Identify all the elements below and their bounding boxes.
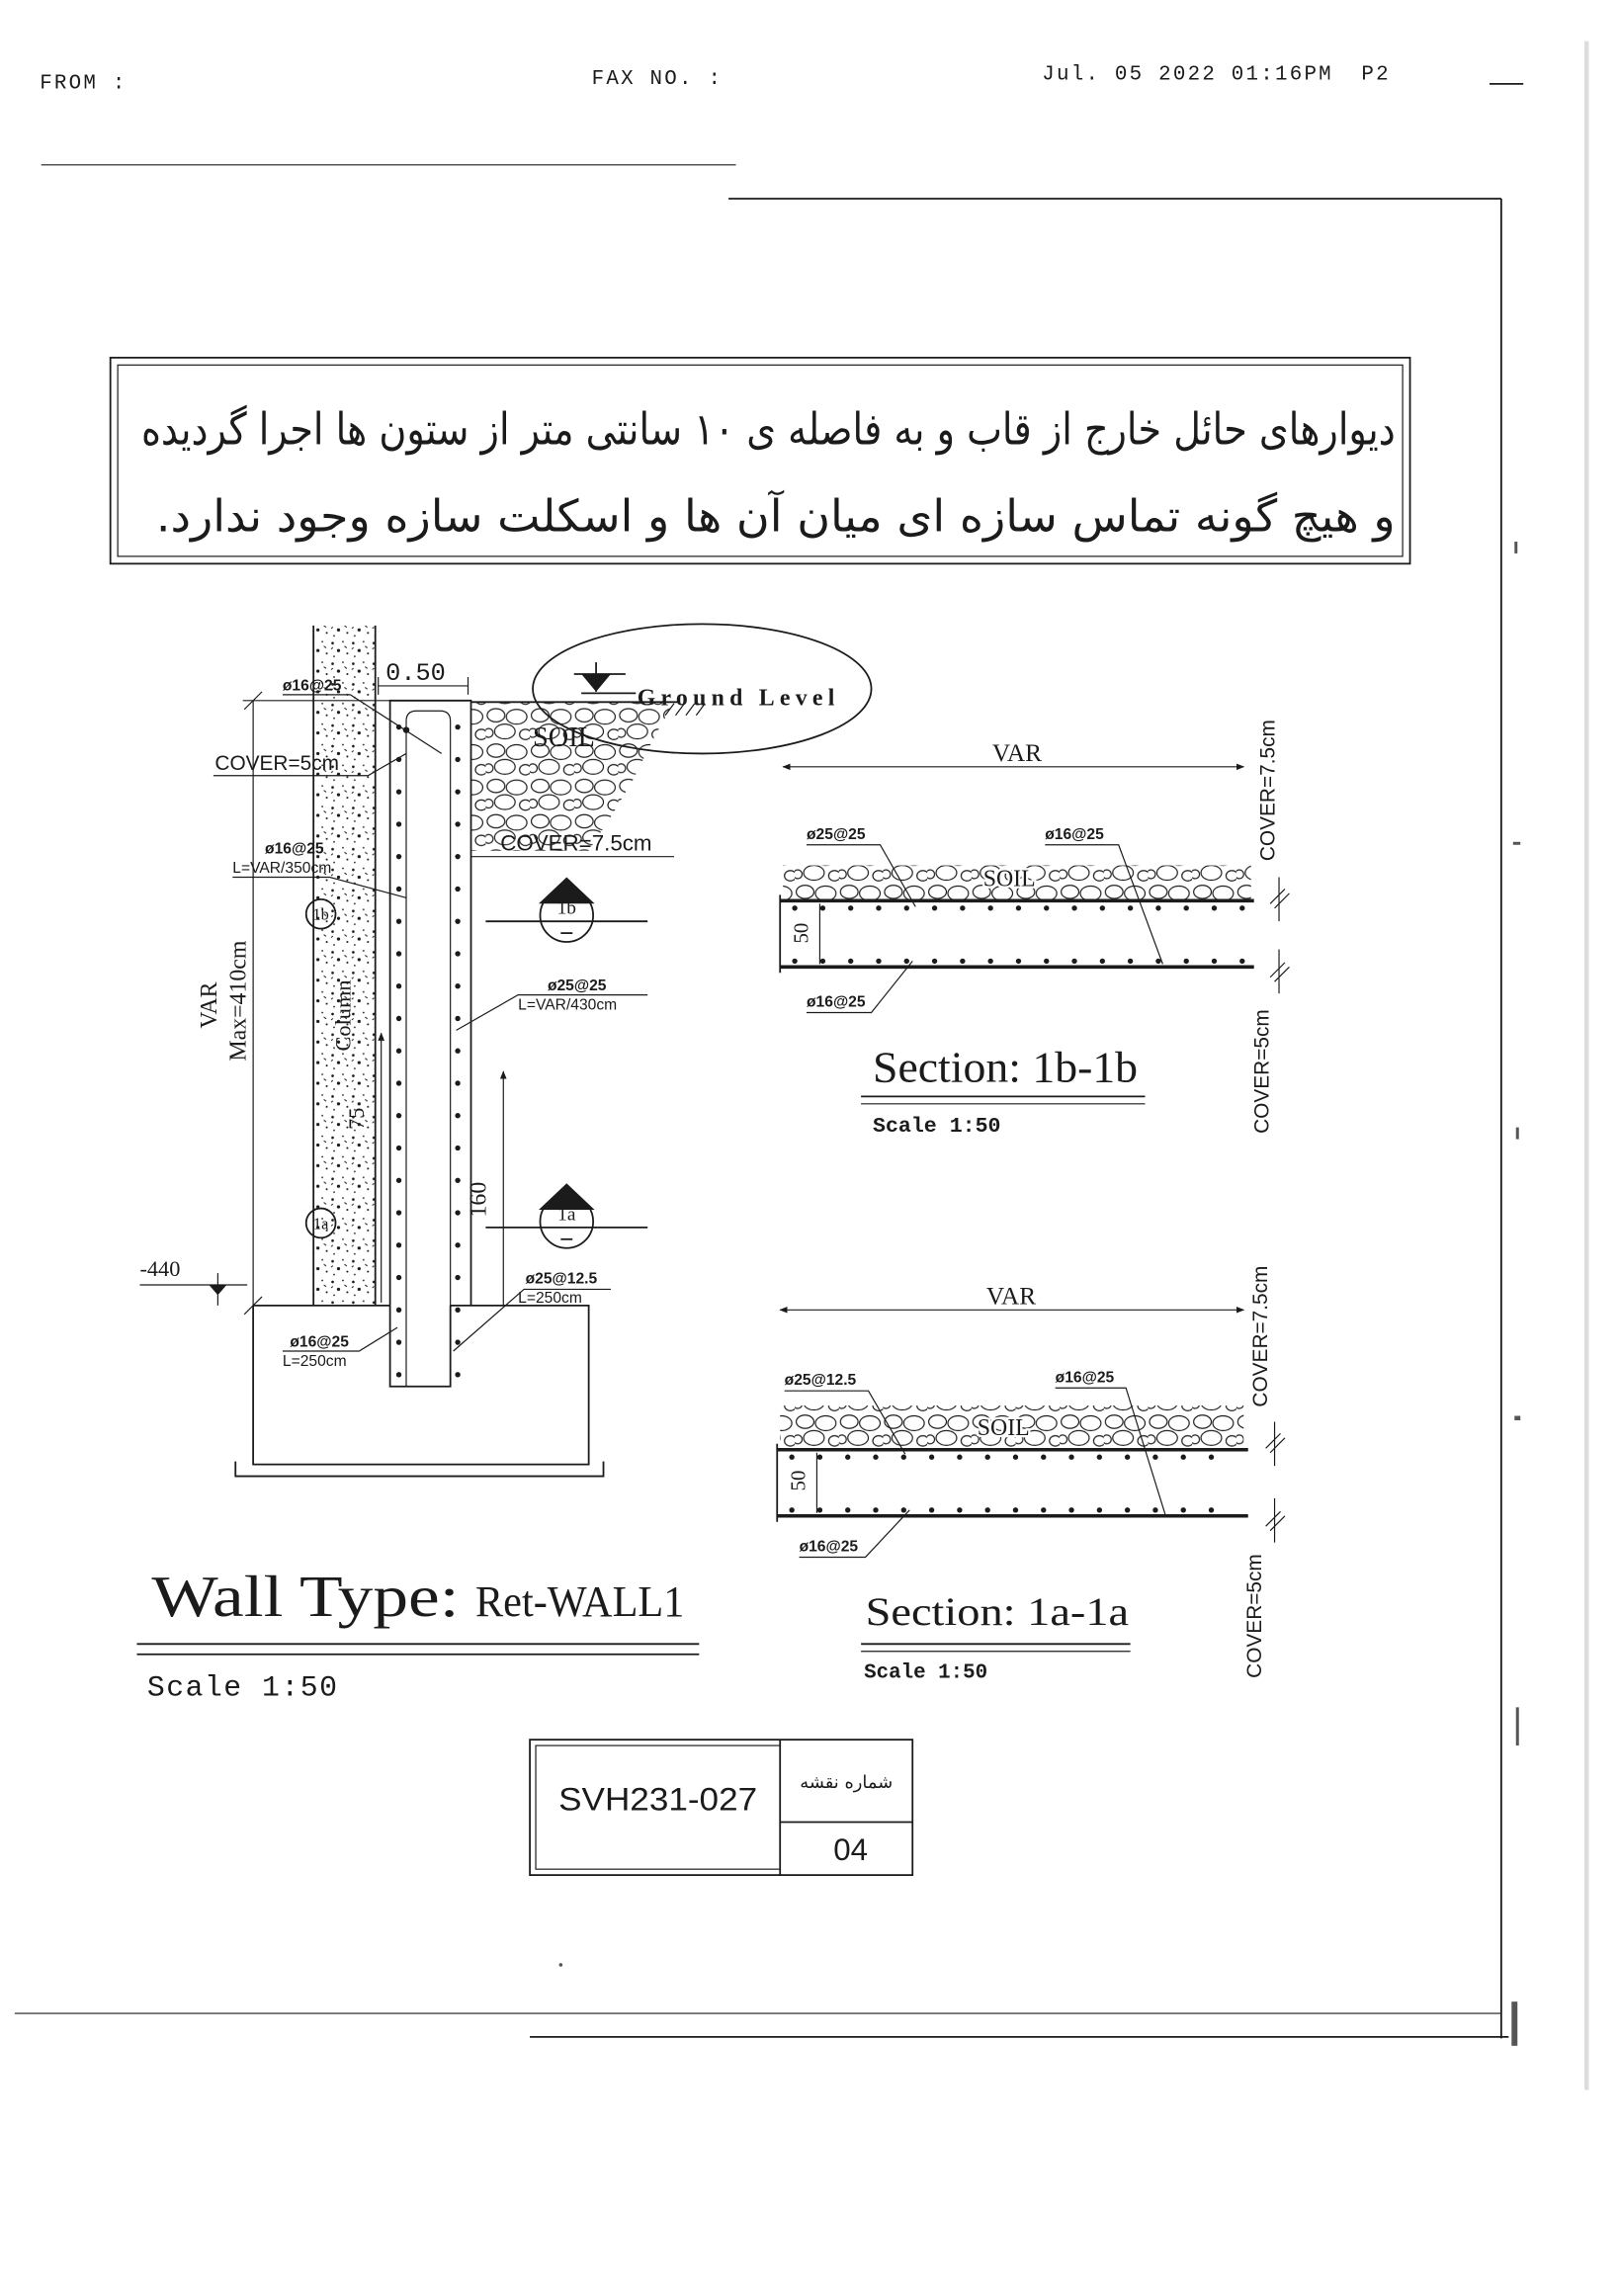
rebar-dot — [455, 1016, 460, 1021]
rebar-outer-dowel-spec: ø25@12.5 — [525, 1270, 598, 1288]
rebar-dot — [904, 905, 909, 910]
rebar-dot — [1068, 1455, 1073, 1460]
ground-level-label: Ground Level — [637, 685, 835, 712]
rebar-dot — [904, 959, 909, 964]
note-line-1: دیوارهای حائل خارج از قاب و به فاصله ی ۱۰ سانتی متر از ستون ها اجرا گردیده — [140, 403, 1509, 456]
rebar-dot — [873, 1455, 878, 1460]
rebar-dot — [987, 905, 992, 910]
scan-speck — [1516, 1707, 1519, 1745]
sheet-number: 04 — [833, 1832, 869, 1868]
rebar-dot — [1212, 959, 1217, 964]
rebar-dot — [1209, 1455, 1214, 1460]
fax-datetime: Jul. 05 2022 01:16PM — [1042, 63, 1333, 87]
thickness-label: 50 — [786, 1470, 810, 1491]
rebar-dot — [1125, 1507, 1130, 1512]
bottom-level: -440 — [139, 1256, 181, 1282]
thickness-label: 50 — [789, 922, 813, 944]
rebar-dot — [455, 1339, 460, 1344]
rebar-dot — [1184, 959, 1189, 964]
title-name: Ret-WALL1 — [474, 1576, 685, 1627]
rebar-dot — [1013, 1507, 1018, 1512]
scan-speck — [1513, 842, 1520, 845]
scan-speck — [1514, 1416, 1520, 1420]
rebar-dot — [1125, 1455, 1130, 1460]
rebar-dot — [1209, 1507, 1214, 1512]
rebar-dot — [1041, 1507, 1046, 1512]
soil-label: SOIL — [982, 866, 1036, 893]
rebar-dot — [455, 1210, 460, 1215]
rebar-dot — [455, 789, 460, 794]
title-scale: Scale 1:50 — [146, 1670, 339, 1705]
rebar-dot — [1100, 905, 1105, 910]
column-label: Column — [330, 979, 356, 1052]
rebar-top-left-spec: ø25@25 — [807, 825, 866, 843]
rebar-inner-vertical-length: L=VAR/350cm — [232, 860, 332, 878]
rebar-dot — [929, 1507, 934, 1512]
rebar-dot — [932, 959, 937, 964]
rebar-dot — [789, 1507, 794, 1512]
height-max: Max=410cm — [225, 940, 252, 1062]
rebar-dot — [1071, 905, 1076, 910]
rebar-dot — [873, 1507, 878, 1512]
rebar-dot — [1041, 1455, 1046, 1460]
rebar-dot — [396, 1049, 401, 1054]
scan-speck — [1511, 2001, 1517, 2046]
rebar-dot — [792, 959, 797, 964]
cover-top: COVER=7.5cm — [1249, 1265, 1273, 1407]
rebar-dot — [455, 854, 460, 859]
rebar-dot — [1155, 905, 1160, 910]
height-label: VAR — [196, 981, 222, 1029]
rebar-dot — [1128, 959, 1133, 964]
rebar-dot — [455, 1049, 460, 1054]
rebar-dot — [396, 918, 401, 923]
fax-number-label: FAX NO. : — [591, 67, 724, 91]
rebar-dot — [455, 757, 460, 762]
rebar-dot — [792, 905, 797, 910]
rebar-dot — [1044, 959, 1049, 964]
rebar-dot — [848, 905, 853, 910]
rebar-dot — [1100, 959, 1105, 964]
rebar-dot — [1184, 905, 1189, 910]
rebar-dot — [1239, 959, 1244, 964]
rebar-bottom-spec: ø16@25 — [807, 993, 866, 1011]
rebar-dot — [396, 1372, 401, 1377]
rebar-dot — [396, 1339, 401, 1344]
column-ref-1b: 1b — [312, 904, 329, 924]
scan-speck — [1516, 1128, 1519, 1140]
rebar-top-dot — [403, 726, 410, 733]
rebar-dot — [820, 959, 825, 964]
rebar-dot — [1212, 905, 1217, 910]
rebar-bottom-spec: ø16@25 — [799, 1538, 859, 1556]
rebar-dot — [960, 959, 965, 964]
rebar-dot — [396, 1146, 401, 1150]
rebar-dot — [848, 959, 853, 964]
rebar-outer-vertical-spec: ø25@25 — [547, 978, 607, 995]
rebar-dot — [455, 951, 460, 956]
width-label: VAR — [991, 738, 1043, 767]
rebar-inner-dowel-length: L=250cm — [282, 1352, 347, 1370]
rebar-dot — [1097, 1507, 1102, 1512]
soil-label: SOIL — [977, 1414, 1030, 1441]
cover-inner: COVER=5cm — [214, 751, 340, 775]
rebar-dot — [396, 821, 401, 826]
rebar-dot — [960, 905, 965, 910]
rebar-dot — [957, 1455, 962, 1460]
drawing-code: SVH231-027 — [558, 1780, 758, 1818]
rebar-dot — [876, 905, 881, 910]
rebar-dot — [845, 1455, 850, 1460]
rebar-dot — [789, 1455, 794, 1460]
rebar-dot — [1181, 1455, 1186, 1460]
column-ref-1a: 1a — [312, 1214, 329, 1233]
wall-thickness: 0.50 — [385, 658, 446, 688]
rebar-dot — [455, 1146, 460, 1150]
rebar-dot — [396, 1308, 401, 1313]
rebar-dot — [929, 1455, 934, 1460]
rebar-dot — [1239, 905, 1244, 910]
title-prefix: Wall Type: — [151, 1564, 460, 1630]
rebar-dot — [987, 959, 992, 964]
fax-from-label: FROM : — [40, 72, 128, 96]
soil-label: SOIL — [533, 722, 595, 753]
rebar-dot — [455, 983, 460, 988]
rebar-dot — [1013, 1455, 1018, 1460]
scan-speck — [1514, 542, 1517, 553]
rebar-dot — [455, 1113, 460, 1118]
rebar-top-left-spec: ø25@12.5 — [784, 1372, 857, 1390]
rebar-top-right-spec: ø16@25 — [1055, 1369, 1115, 1387]
dim-160: 160 — [466, 1181, 492, 1218]
section-cut-label-1b: 1b — [556, 897, 576, 919]
rebar-dot — [1016, 905, 1021, 910]
rebar-dot — [932, 905, 937, 910]
rebar-dot — [1044, 905, 1049, 910]
rebar-dot — [455, 918, 460, 923]
rebar-outer-dowel-length: L=250cm — [518, 1289, 582, 1307]
rebar-top-right-spec: ø16@25 — [1045, 825, 1104, 843]
rebar-dot — [876, 959, 881, 964]
rebar-dot — [396, 1275, 401, 1280]
cover-outer: COVER=7.5cm — [500, 830, 652, 856]
rebar-dot — [396, 1242, 401, 1247]
rebar-dot — [396, 983, 401, 988]
rebar-dot — [396, 951, 401, 956]
rebar-dot — [455, 1308, 460, 1313]
rebar-dot — [396, 854, 401, 859]
rebar-dot — [396, 789, 401, 794]
rebar-dot — [984, 1455, 989, 1460]
rebar-dot — [455, 1275, 460, 1280]
dim-75: 75 — [343, 1107, 369, 1130]
rebar-dot — [1155, 959, 1160, 964]
cover-bottom: COVER=5cm — [1243, 1554, 1267, 1678]
rebar-dot — [1068, 1507, 1073, 1512]
rebar-dot — [1181, 1507, 1186, 1512]
rebar-dot — [455, 1178, 460, 1183]
rebar-dot — [455, 1372, 460, 1377]
rebar-dot — [396, 1113, 401, 1118]
rebar-dot — [1097, 1455, 1102, 1460]
rebar-dot — [1152, 1507, 1157, 1512]
note-line-2: و هیچ گونه تماس سازه ای میان آن ها و اسکلت سازه وجود ندارد. — [155, 490, 1396, 543]
section-title: Section: 1a-1a — [865, 1588, 1130, 1634]
cover-bottom: COVER=5cm — [1250, 1009, 1274, 1134]
rebar-dot — [396, 887, 401, 892]
rebar-dot — [455, 887, 460, 892]
rebar-dot — [455, 821, 460, 826]
section-cut-label-1a: 1a — [557, 1204, 576, 1226]
rebar-dot — [984, 1507, 989, 1512]
rebar-dot — [817, 1455, 822, 1460]
rebar-dot — [396, 1210, 401, 1215]
rebar-outer-vertical-length: L=VAR/430cm — [518, 996, 618, 1014]
rebar-dot — [455, 724, 460, 729]
rebar-dot — [957, 1507, 962, 1512]
rebar-dot — [1128, 905, 1133, 910]
column-body — [313, 626, 376, 1306]
rebar-inner-vertical-spec: ø16@25 — [265, 840, 324, 858]
section-scale: Scale 1:50 — [873, 1115, 1001, 1140]
rebar-inner-dowel-spec: ø16@25 — [290, 1333, 349, 1351]
fax-page-number: P2 — [1361, 63, 1391, 87]
rebar-dot — [817, 1507, 822, 1512]
rebar-dot — [845, 1507, 850, 1512]
rebar-top-spec: ø16@25 — [282, 677, 342, 695]
cover-top: COVER=7.5cm — [1256, 720, 1280, 862]
rebar-dot — [396, 1080, 401, 1085]
rebar-dot — [455, 1242, 460, 1247]
section-scale: Scale 1:50 — [864, 1661, 988, 1685]
rebar-dot — [901, 1507, 906, 1512]
rebar-dot — [1016, 959, 1021, 964]
scan-speck — [559, 1963, 563, 1967]
rebar-dot — [455, 1080, 460, 1085]
rebar-dot — [820, 905, 825, 910]
section-title: Section: 1b-1b — [873, 1042, 1139, 1092]
width-label: VAR — [985, 1282, 1037, 1311]
drawing-number-label: شماره نقشه — [800, 1772, 894, 1794]
rebar-dot — [396, 1016, 401, 1021]
rebar-dot — [1071, 959, 1076, 964]
rebar-dot — [901, 1455, 906, 1460]
rebar-dot — [1152, 1455, 1157, 1460]
rebar-dot — [396, 1178, 401, 1183]
